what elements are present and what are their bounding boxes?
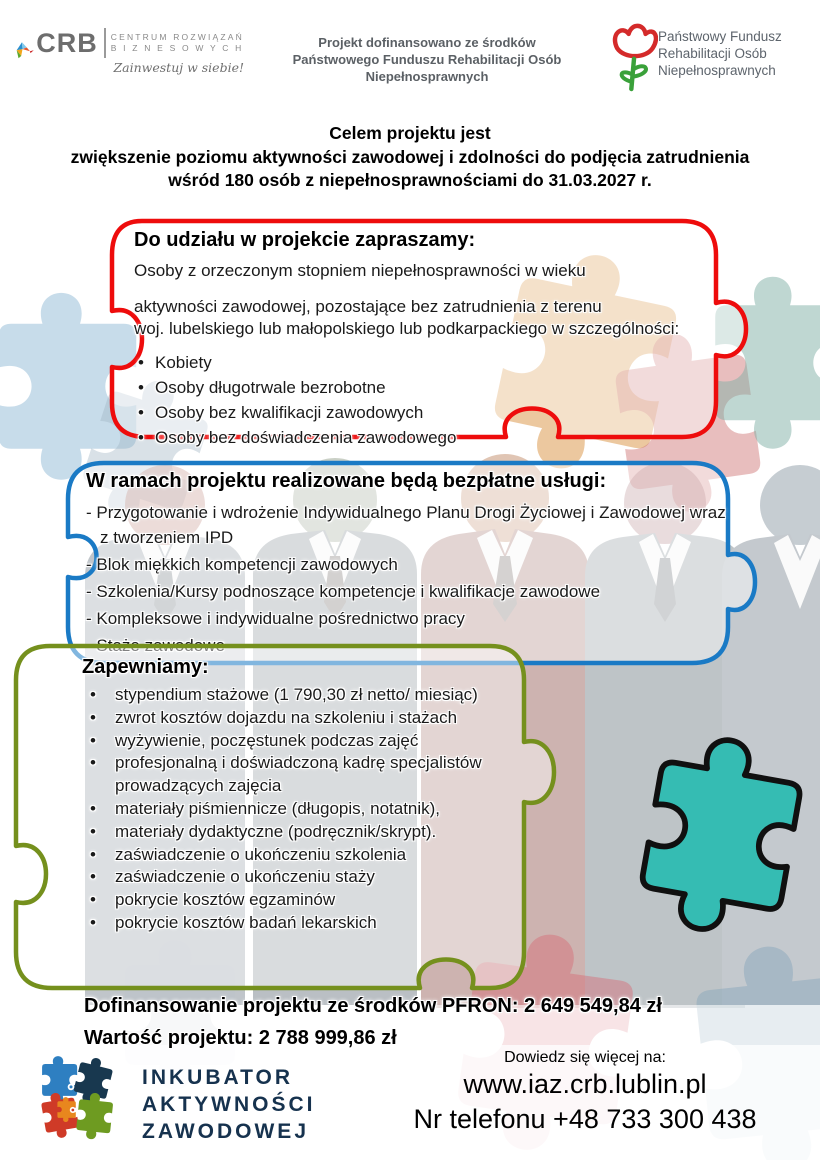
more-info-label: Dowiedz się więcej na: (504, 1049, 666, 1066)
project-goal (0, 122, 820, 193)
goal-line2: zwiększenie poziomu aktywności zawodowej i zdolności do podjęcia zatrudnienia (70, 146, 750, 167)
funding-total-line: Wartość projektu: 2 788 999,86 zł (84, 1027, 397, 1049)
crb-logo (14, 18, 244, 84)
list-item: • Osoby długotrwale bezrobotne (138, 375, 710, 400)
invite-box-title: Do udziału w projekcie zapraszamy: (134, 229, 476, 251)
crb-acronym: CRB (36, 27, 98, 58)
goal-line3: wśród 180 osób z niepełnosprawnościami do 31.03.2027 r. (168, 170, 652, 190)
services-box (64, 459, 764, 667)
list-item: • stypendium stażowe (1 790,30 zł netto/ miesiąc) (82, 684, 526, 707)
invite-bullet-list (138, 350, 710, 450)
crb-name-line1: CENTRUM ROZWIĄZAŃ (110, 31, 244, 42)
provide-box (10, 642, 540, 994)
crb-hummingbird-icon (14, 18, 34, 84)
iaz-line2: AKTYWNOŚCI (142, 1092, 316, 1116)
crb-name-line2: B I Z N E S O W Y C H (110, 42, 244, 53)
invite-box (88, 217, 736, 447)
list-item: - Kompleksowe i indywidualne pośrednictwo pracy (86, 606, 734, 631)
list-item: - Blok miękkich kompetencji zawodowych (86, 552, 734, 577)
funding-summary (84, 990, 662, 1054)
funding-pfron-line: Dofinansowanie projektu ze środków PFRON: 2 649 549,84 zł (84, 995, 662, 1017)
funding-note-line2: Państwowego Funduszu Rehabilitacji Osób Niepełnosprawnych (292, 52, 562, 84)
pfron-line2: Rehabilitacji Osób (658, 46, 767, 61)
invite-intro-line2: aktywności zawodowej, pozostające bez zatrudnienia z terenu (134, 297, 602, 316)
teal-puzzle-piece (605, 692, 820, 992)
list-item: • Kobiety (138, 350, 710, 375)
list-item: • materiały dydaktyczne (podręcznik/skrypt). (82, 821, 526, 844)
list-item: • Osoby bez doświadczenia zawodowego (138, 425, 710, 450)
crb-separator (104, 28, 106, 58)
list-item: • Osoby bez kwalifikacji zawodowych (138, 400, 710, 425)
page-header (0, 0, 820, 110)
list-item: • profesjonalną i doświadczoną kadrę specjalistów prowadzących zajęcia (82, 752, 526, 798)
iaz-puzzle-icon (36, 1056, 134, 1152)
pfron-line3: Niepełnosprawnych (658, 63, 776, 78)
list-item: • materiały piśmiennicze (długopis, notatnik), (82, 798, 526, 821)
goal-line1: Celem projektu jest (329, 123, 491, 143)
list-item: • wyżywienie, poczęstunek podczas zajęć (82, 730, 526, 753)
pfron-logo (610, 20, 806, 94)
invite-intro-line3: woj. lubelskiego lub małopolskiego lub podkarpackiego w szczególności: (134, 319, 680, 338)
list-item: - Przygotowanie i wdrożenie Indywidualnego Planu Drogi Życiowej i Zawodowej wraz z tworzeniem IPD (86, 500, 734, 550)
iaz-line3: ZAWODOWEJ (142, 1119, 309, 1143)
funding-note (244, 34, 610, 85)
phone-text: Nr telefonu +48 733 300 438 (413, 1104, 757, 1134)
list-item: • zwrot kosztów dojazdu na szkoleniu i stażach (82, 707, 526, 730)
contact-info (360, 1048, 810, 1137)
provide-box-title: Zapewniamy: (82, 656, 209, 678)
iaz-line1: INKUBATOR (142, 1065, 294, 1089)
iaz-logo (36, 1056, 316, 1152)
funding-note-line1: Projekt dofinansowano ze środków (318, 35, 536, 50)
services-box-title: W ramach projektu realizowane będą bezpłatne usługi: (86, 470, 607, 492)
list-item: • zaświadczenie o ukończeniu staży (82, 866, 526, 889)
website-text: www.iaz.crb.lublin.pl (463, 1069, 707, 1099)
crb-tagline: Zainwestuj w siebie! (113, 59, 244, 75)
list-item: • pokrycie kosztów egzaminów (82, 889, 526, 912)
services-list (86, 500, 734, 658)
pfron-line1: Państwowy Fundusz (658, 29, 782, 44)
list-item: - Szkolenia/Kursy podnoszące kompetencje i kwalifikacje zawodowe (86, 579, 734, 604)
list-item: • pokrycie kosztów badań lekarskich (82, 912, 526, 935)
list-item: • zaświadczenie o ukończeniu szkolenia (82, 844, 526, 867)
invite-intro-line1: Osoby z orzeczonym stopniem niepełnosprawności w wieku (134, 261, 586, 280)
provide-bullet-list (82, 684, 526, 935)
pfron-tulip-icon (610, 20, 658, 94)
